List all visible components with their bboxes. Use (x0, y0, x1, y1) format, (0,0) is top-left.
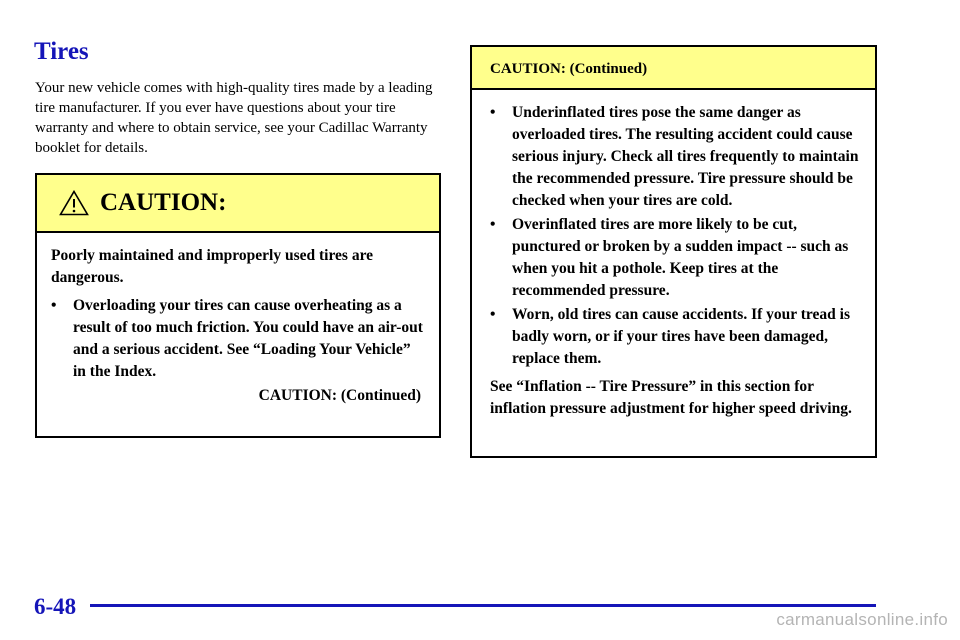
list-item (490, 102, 861, 212)
caution-continued-heading: CAUTION: (Continued) (490, 61, 648, 77)
caution-header-band (37, 175, 439, 233)
bullet-marker: • (490, 306, 496, 323)
warning-triangle-icon (59, 190, 89, 216)
bullet-text: Underinflated tires pose the same danger as overloaded tires. The resulting accident could cause serious injury. Check all tires frequently to maintain the recommended pressure. Tire pressure should be checked when your tires are cold. (512, 104, 859, 209)
caution-body (37, 233, 439, 407)
list-item (51, 295, 425, 383)
bullet-marker: • (51, 297, 57, 314)
caution-bullet-list (51, 295, 425, 383)
intro-paragraph: Your new vehicle comes with high-quality tires made by a leading tire manufacturer. If you ever have questions about your tire warranty and where to obtain service, see your Cadillac Warranty booklet for details. (35, 80, 433, 156)
bullet-marker: • (490, 104, 496, 121)
page-number: 6-48 (34, 594, 77, 619)
bullet-marker: • (490, 216, 496, 233)
continued-note: CAUTION: (Continued) (258, 387, 421, 404)
list-item (490, 304, 861, 370)
bullet-text: Overinflated tires are more likely to be cut, punctured or broken by a sudden impact -- such as when you hit a pothole. Keep tires at the recommended pressure. (512, 216, 849, 299)
caution-continued-header-band (472, 47, 875, 90)
caution-box (35, 173, 441, 438)
bullet-text: Worn, old tires can cause accidents. If your tread is badly worn, or if your tires have been damaged, replace them. (512, 306, 850, 367)
closing-paragraph: See “Inflation -- Tire Pressure” in this section for inflation pressure adjustment for higher speed driving. (490, 378, 852, 417)
bullet-text: Overloading your tires can cause overheating as a result of too much friction. You could have an air-out and a serious accident. See “Loading Your Vehicle” in the Index. (73, 297, 423, 380)
caution-continued-bullet-list (490, 102, 861, 370)
caution-heading: CAUTION: (100, 189, 227, 216)
watermark: carmanualsonline.info (776, 610, 948, 629)
list-item (490, 214, 861, 302)
caution-continued-box (470, 45, 877, 458)
footer-rule (90, 604, 876, 607)
section-title: Tires (34, 38, 89, 65)
caution-continued-body (472, 90, 875, 420)
caution-intro: Poorly maintained and improperly used tires are dangerous. (51, 247, 374, 286)
